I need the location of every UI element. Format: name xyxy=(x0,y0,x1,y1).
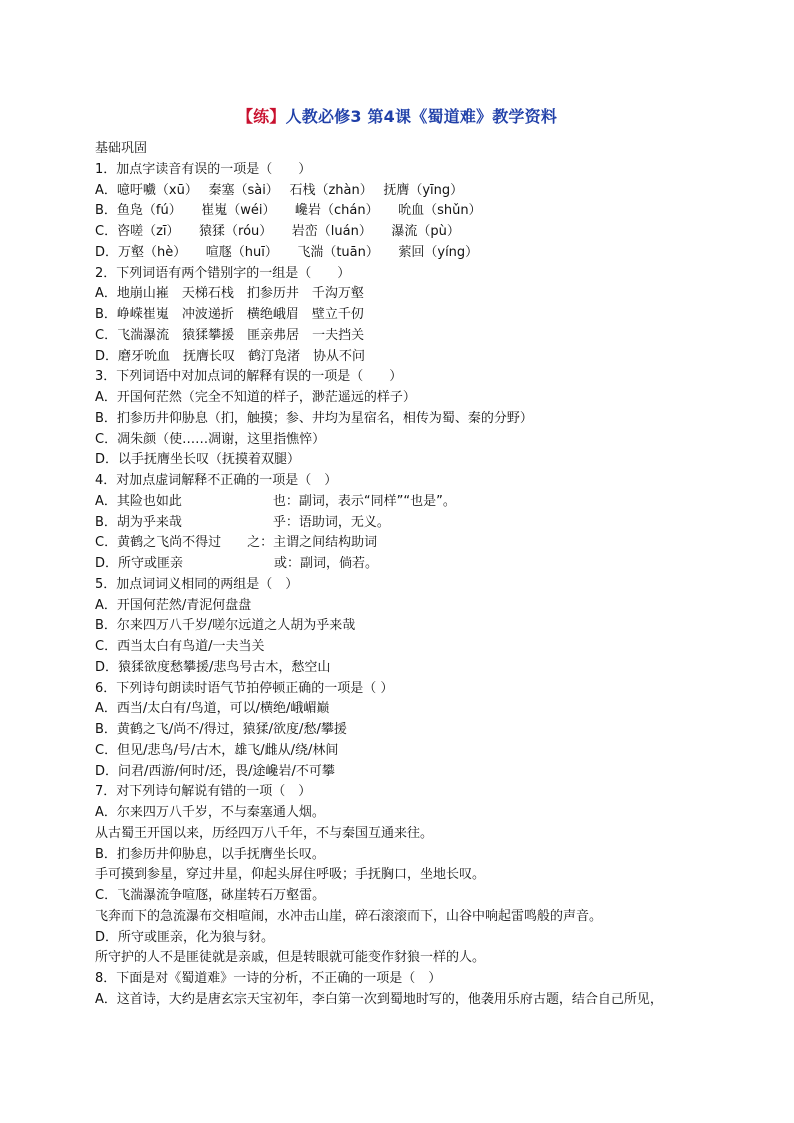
question-6-option-d: D．问君/西游/何时/还，畏/途巉岩/不可攀 xyxy=(95,763,335,779)
question-5-option-b: B．尔来四万八千岁/嗟尔远道之人胡为乎来哉 xyxy=(95,618,356,634)
question-1-stem: 1．加点字读音有误的一项是（ ） xyxy=(95,161,312,177)
question-7-option-a-explanation: 从古蜀王开国以来，历经四万八千年，不与秦国互通来往。 xyxy=(95,825,434,841)
question-7-option-c: C．飞湍瀑流争喧豗，砯崖转石万壑雷。 xyxy=(95,888,326,903)
document-body xyxy=(95,139,745,1011)
question-1-option-b: B．鱼凫（fú） 崔嵬（wéi） 巉岩（chán） 吮血（shǔn） xyxy=(95,203,482,219)
question-1-option-d: D．万壑（hè） 喧豗（huī） 飞湍（tuān） 萦回（yíng） xyxy=(95,244,479,260)
page-title xyxy=(0,104,794,127)
question-2-option-b: B．峥嵘崔嵬 冲波递折 横绝峨眉 壁立千仞 xyxy=(95,307,364,322)
question-3-stem: 3．下列词语中对加点词的解释有误的一项是（ ） xyxy=(95,369,403,385)
question-6-option-a: A．西当/太白有/鸟道，可以/横绝/峨嵋巅 xyxy=(95,701,330,717)
question-4-stem: 4．对加点虚词解释不正确的一项是（ ） xyxy=(95,473,338,488)
question-4-option-c: C．黄鹤之飞尚不得过 之：主谓之间结构助词 xyxy=(95,535,378,551)
question-2-stem: 2．下列词语有两个错别字的一组是（ ） xyxy=(95,265,351,281)
question-2-option-c: C．飞湍瀑流 猿猱攀援 匪亲弗居 一夫挡关 xyxy=(95,327,365,343)
question-5-option-c: C．西当太白有鸟道/一夫当关 xyxy=(95,639,265,654)
question-3-option-a: A．开国何茫然（完全不知道的样子，渺茫遥远的样子） xyxy=(95,390,416,405)
question-3-option-b: B．扪参历井仰胁息（扪，触摸；参、井均为星宿名，相传为蜀、秦的分野） xyxy=(95,410,533,426)
question-4-option-a: A．其险也如此 也：副词，表示“同样”“也是”。 xyxy=(95,493,456,509)
section-heading: 基础巩固 xyxy=(95,141,148,156)
question-5-option-d: D．猿猱欲度愁攀援/悲鸟号古木，愁空山 xyxy=(95,659,331,675)
question-7-option-b: B．扪参历井仰胁息，以手抚膺坐长叹。 xyxy=(95,846,325,862)
question-8-stem: 8．下面是对《蜀道难》一诗的分析，不正确的一项是（ ） xyxy=(95,971,442,986)
question-5-option-a: A．开国何茫然/青泥何盘盘 xyxy=(95,597,252,613)
question-7-option-d: D．所守或匪亲，化为狼与豺。 xyxy=(95,929,275,945)
title-prefix: 【练】 xyxy=(236,107,286,126)
question-1-option-c: C．咨嗟（zī） 猿猱（róu） 岩峦（luán） 瀑流（pù） xyxy=(95,224,460,239)
question-6-stem: 6．下列诗句朗读时语气节拍停顿正确的一项是（ ） xyxy=(95,680,394,696)
question-8-option-a: A．这首诗，大约是唐玄宗天宝初年，李白第一次到蜀地时写的，他袭用乐府古题，结合自己所见， xyxy=(95,991,663,1007)
question-4-option-b: B．胡为乎来哉 乎：语助词，无义。 xyxy=(95,514,390,530)
question-7-option-a: A．尔来四万八千岁，不与秦塞通人烟。 xyxy=(95,805,325,820)
question-4-option-d: D．所守或匪亲 或：副词，倘若。 xyxy=(95,556,379,571)
question-7-stem: 7．对下列诗句解说有错的一项（ ） xyxy=(95,784,312,800)
question-5-stem: 5．加点词词义相同的两组是（ ） xyxy=(95,576,299,592)
title-main: 人教必修3 第4课《蜀道难》教学资料 xyxy=(285,107,558,126)
question-6-option-b: B．黄鹤之飞/尚不/得过，猿猱/欲度/愁/攀援 xyxy=(95,722,347,737)
question-6-option-c: C．但见/悲鸟/号/古木，雄飞/雌从/绕/林间 xyxy=(95,742,339,758)
question-7-option-d-explanation: 所守护的人不是匪徒就是亲戚，但是转眼就可能变作豺狼一样的人。 xyxy=(95,950,486,966)
question-1-option-a: A．噫吁嚱（xū） 秦塞（sài） 石栈（zhàn） 抚膺（yīng） xyxy=(95,182,464,198)
question-2-option-a: A．地崩山嶊 天梯石栈 扪参历井 千沟万壑 xyxy=(95,286,364,302)
question-3-option-d: D．以手抚膺坐长叹（抚摸着双腿） xyxy=(95,452,301,468)
question-7-option-b-explanation: 手可摸到参星，穿过井星，仰起头屏住呼吸；手抚胸口，坐地长叹。 xyxy=(95,867,486,883)
question-7-option-c-explanation: 飞奔而下的急流瀑布交相喧闹，水冲击山崖，碎石滚滚而下，山谷中响起雷鸣般的声音。 xyxy=(95,908,603,924)
question-3-option-c: C．凋朱颜（使……凋谢，这里指憔悴） xyxy=(95,431,326,447)
question-2-option-d: D．磨牙吮血 抚膺长叹 鹤汀凫渚 协从不问 xyxy=(95,348,366,364)
